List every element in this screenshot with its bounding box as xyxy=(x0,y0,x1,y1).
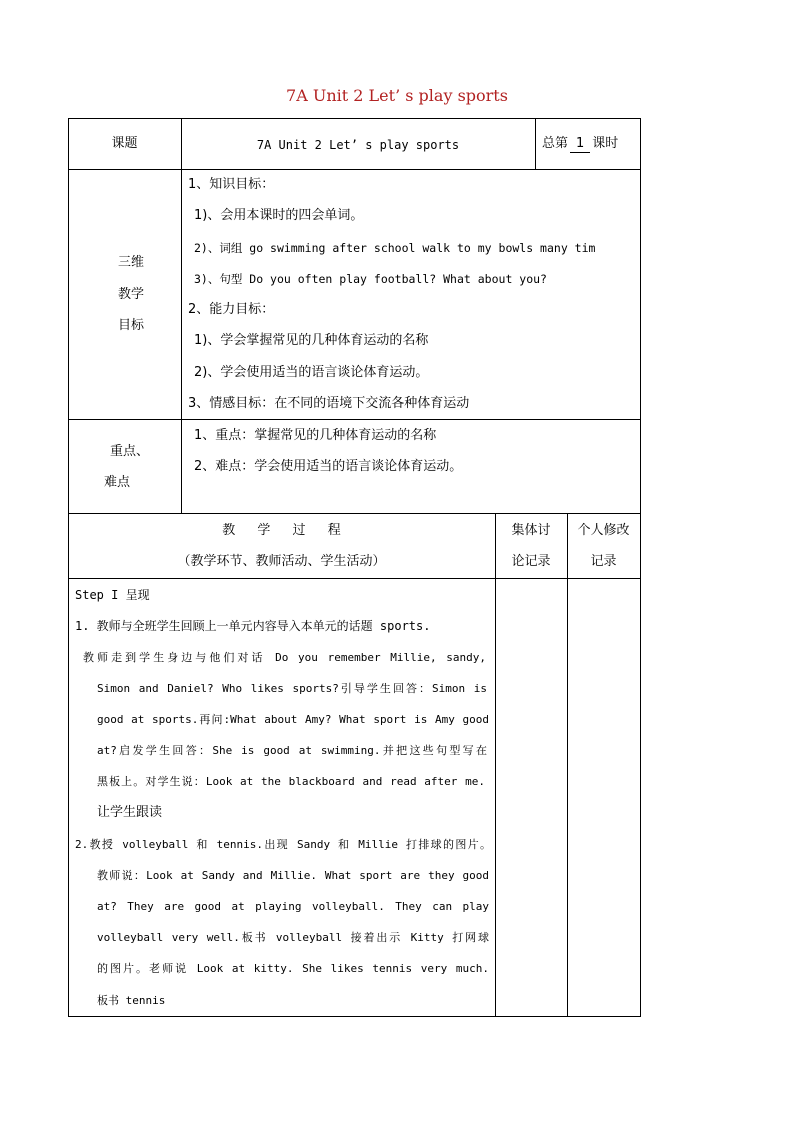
process-line: 教师走到学生身边与他们对话 Do you remember Millie, sandy, xyxy=(83,651,486,664)
collective-discussion-label: 论记录 xyxy=(511,554,551,569)
process-line: 板书 tennis xyxy=(97,994,166,1007)
process-title: 教 学 过 程 xyxy=(222,523,341,538)
key-point-line: 1、重点：掌握常见的几种体育运动的名称 xyxy=(194,428,437,443)
objective-line: 2、能力目标： xyxy=(188,302,275,317)
period-suffix: 课时 xyxy=(592,136,619,151)
objective-line: 1)、会用本课时的四会单词。 xyxy=(194,208,364,223)
objective-line: 1)、学会掌握常见的几种体育运动的名称 xyxy=(194,333,429,348)
process-line: Step I 呈现 xyxy=(75,588,150,602)
objective-line: 2)、学会使用适当的语言谈论体育运动。 xyxy=(194,365,429,380)
objectives-label-line: 教学 xyxy=(117,287,144,302)
period-prefix: 总第 xyxy=(542,136,569,151)
table-border-top xyxy=(68,118,641,119)
process-line: good at sports.再问:What about Amy? What sport is Amy good xyxy=(97,713,489,726)
process-subtitle: （教学环节、教师活动、学生活动） xyxy=(177,554,386,569)
key-points-label-line: 难点 xyxy=(104,475,131,490)
page-title: 7A Unit 2 Let’ s play sports xyxy=(286,86,508,105)
process-line: volleyball very well.板书 volleyball 接着出示 Kitty 打网球 xyxy=(97,931,489,944)
table-divider xyxy=(181,118,182,513)
period-number: 1 xyxy=(570,136,590,153)
table-border-bottom xyxy=(68,1016,641,1017)
process-line: Simon and Daniel? Who likes sports?引导学生回答：Simon is xyxy=(97,682,487,695)
objectives-label-line: 三维 xyxy=(117,255,144,270)
collective-discussion-label: 集体讨 xyxy=(511,523,551,538)
table-divider xyxy=(495,513,496,1016)
objective-line: 3)、句型 Do you often play football? What about you? xyxy=(194,272,547,286)
key-points-label-line: 重点、 xyxy=(110,444,150,459)
table-divider xyxy=(68,169,641,170)
period-count xyxy=(542,136,618,153)
process-line: 黑板上。对学生说：Look at the blackboard and read after me. xyxy=(97,775,485,788)
personal-revision-label: 记录 xyxy=(590,554,617,569)
table-divider xyxy=(535,118,536,169)
process-line: 2.教授 volleyball 和 tennis.出现 Sandy 和 Millie 打排球的图片。 xyxy=(75,838,491,851)
table-divider xyxy=(68,419,641,420)
key-point-line: 2、难点：学会使用适当的语言谈论体育运动。 xyxy=(194,459,463,474)
objective-line: 1、知识目标： xyxy=(188,177,275,192)
objective-line: 2)、词组 go swimming after school walk to my bowls many tim xyxy=(194,241,596,255)
table-divider xyxy=(567,513,568,1016)
table-border-right xyxy=(640,118,641,1017)
process-line: 1. 教师与全班学生回顾上一单元内容导入本单元的话题 sports. xyxy=(75,619,431,633)
table-divider xyxy=(68,578,641,579)
topic-value: 7A Unit 2 Let’ s play sports xyxy=(256,138,460,152)
personal-revision-label: 个人修改 xyxy=(577,523,630,538)
table-divider xyxy=(68,513,641,514)
topic-label: 课题 xyxy=(111,136,138,151)
process-line: at? They are good at playing volleyball. They can play xyxy=(97,900,489,913)
process-line: at?启发学生回答：She is good at swimming.并把这些句型写在 xyxy=(97,744,487,757)
process-line: 教师说：Look at Sandy and Millie. What sport are they good xyxy=(97,869,489,882)
process-line: 的图片。老师说 Look at kitty. She likes tennis very much. xyxy=(97,962,489,975)
process-line: 让学生跟读 xyxy=(97,805,163,820)
objectives-label-line: 目标 xyxy=(117,318,144,333)
objective-line: 3、情感目标：在不同的语境下交流各种体育运动 xyxy=(188,396,470,411)
